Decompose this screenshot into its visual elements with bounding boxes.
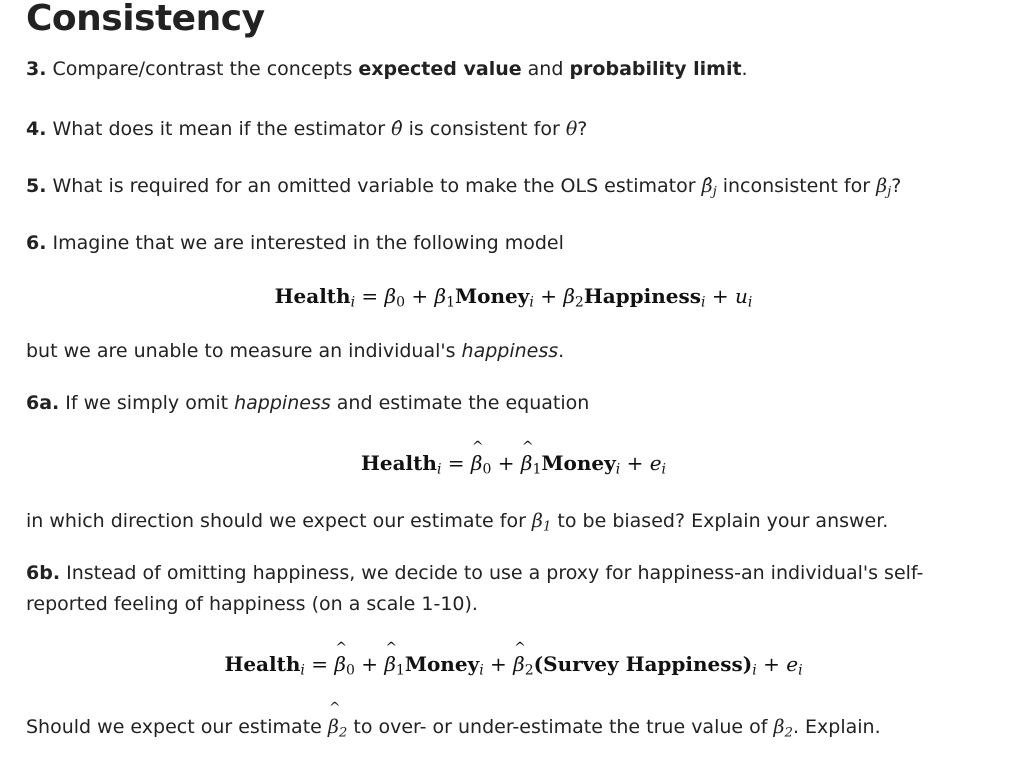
question-text: . Explain. bbox=[792, 716, 881, 738]
subscript: i bbox=[701, 294, 706, 311]
question-number: 5. bbox=[26, 175, 47, 197]
beta-j-symbol bbox=[876, 175, 892, 200]
subscript: 1 bbox=[532, 461, 542, 478]
question-6-continued bbox=[26, 336, 564, 367]
subscript: 1 bbox=[395, 662, 405, 679]
eq-operator: + bbox=[491, 451, 521, 475]
eq-operator: + bbox=[354, 652, 385, 676]
question-6b bbox=[26, 558, 1001, 620]
question-text: is consistent for bbox=[402, 118, 566, 140]
eq-operator: = bbox=[355, 284, 385, 308]
theta-symbol: θ bbox=[565, 118, 578, 140]
beta-j-hat-symbol bbox=[701, 175, 717, 200]
symbol: ^ β bbox=[328, 712, 339, 743]
subscript: i bbox=[479, 662, 484, 679]
question-text: Imagine that we are interested in the following model bbox=[46, 232, 564, 254]
question-text: . bbox=[741, 58, 748, 80]
emphasis: happiness bbox=[461, 340, 559, 362]
eq-operator: = bbox=[304, 652, 335, 676]
question-text: but we are unable to measure an individual's bbox=[26, 340, 462, 362]
subscript: i bbox=[747, 294, 753, 311]
beta-hat-symbol: ^ β bbox=[384, 652, 396, 676]
question-text: and estimate the equation bbox=[330, 392, 590, 414]
eq-term: e bbox=[786, 652, 799, 676]
equation-omitted bbox=[26, 451, 1001, 478]
eq-term: u bbox=[735, 284, 748, 308]
question-text: in which direction should we expect our estimate for bbox=[26, 510, 532, 532]
question-number: 6. bbox=[26, 232, 47, 254]
beta-2-hat-symbol bbox=[327, 716, 348, 741]
question-5 bbox=[26, 171, 901, 207]
symbol: β bbox=[531, 510, 543, 532]
subscript: 1 bbox=[542, 519, 552, 535]
question-text: ? bbox=[577, 118, 588, 140]
symbol: β bbox=[773, 716, 785, 738]
eq-term: Happiness bbox=[583, 284, 702, 308]
final-question bbox=[26, 712, 881, 748]
subscript: 2 bbox=[784, 725, 793, 741]
subscript: i bbox=[436, 461, 442, 478]
eq-operator: + bbox=[405, 284, 435, 308]
term-expected-value: expected value bbox=[358, 58, 522, 80]
eq-term: Money bbox=[455, 284, 530, 308]
beta-symbol: β bbox=[434, 284, 447, 308]
eq-operator: + bbox=[533, 284, 564, 308]
eq-term: Health bbox=[274, 284, 351, 308]
beta-2-symbol bbox=[773, 716, 793, 741]
beta-hat-symbol: ^ β bbox=[334, 652, 346, 676]
beta-symbol: β bbox=[563, 284, 575, 308]
question-text: Compare/contrast the concepts bbox=[46, 58, 359, 80]
eq-operator: + bbox=[756, 652, 787, 676]
question-3 bbox=[26, 54, 748, 85]
question-number: 4. bbox=[26, 118, 47, 140]
question-6 bbox=[26, 228, 564, 259]
subscript: i bbox=[798, 662, 803, 679]
eq-term: Health bbox=[360, 451, 437, 475]
theta-hat-symbol: θ̂ bbox=[391, 118, 403, 140]
eq-operator: = bbox=[441, 451, 471, 475]
eq-operator: + bbox=[620, 451, 650, 475]
eq-term: Health bbox=[224, 652, 301, 676]
equation-proxy bbox=[26, 652, 1001, 679]
question-text: inconsistent for bbox=[716, 175, 877, 197]
beta-1-symbol bbox=[531, 510, 552, 535]
subscript: 0 bbox=[396, 294, 406, 311]
beta-hat-symbol: ^ β bbox=[471, 451, 483, 475]
subscript: 2 bbox=[338, 725, 348, 741]
question-text: What is required for an omitted variable to make the OLS estimator bbox=[46, 175, 702, 197]
subscript: i bbox=[529, 294, 534, 311]
subscript: 2 bbox=[574, 294, 584, 311]
emphasis: happiness bbox=[234, 392, 331, 414]
eq-term: e bbox=[649, 451, 662, 475]
beta-hat-symbol: ^ β bbox=[513, 652, 525, 676]
symbol: β̂ bbox=[701, 175, 713, 197]
term-probability-limit: probability limit bbox=[569, 58, 742, 80]
question-text: Instead of omitting happiness, we decide to use a proxy for happiness-an individual's self-reported feeling of happiness (on a scale 1-10). bbox=[26, 562, 924, 615]
subscript: i bbox=[350, 294, 356, 311]
question-number: 3. bbox=[26, 58, 47, 80]
eq-term: (Survey Happiness) bbox=[533, 652, 753, 676]
question-text: What does it mean if the estimator bbox=[46, 118, 392, 140]
question-6a-continued bbox=[26, 506, 888, 542]
page-title: Consistency bbox=[26, 0, 265, 39]
question-text: ? bbox=[891, 175, 902, 197]
eq-term: Money bbox=[404, 652, 480, 676]
subscript: 0 bbox=[345, 662, 355, 679]
subscript: 1 bbox=[446, 294, 455, 311]
subscript: j bbox=[887, 184, 892, 200]
eq-operator: + bbox=[705, 284, 736, 308]
subscript: j bbox=[712, 184, 717, 200]
question-text: . bbox=[558, 340, 565, 362]
question-number: 6b. bbox=[26, 562, 61, 584]
question-text: and bbox=[521, 58, 570, 80]
question-text: Should we expect our estimate bbox=[26, 716, 328, 738]
question-6a bbox=[26, 388, 589, 419]
subscript: i bbox=[661, 461, 667, 478]
equation-model bbox=[26, 284, 1001, 311]
subscript: 2 bbox=[524, 662, 534, 679]
question-text: If we simply omit bbox=[59, 392, 235, 414]
subscript: i bbox=[752, 662, 757, 679]
eq-term: Money bbox=[541, 451, 616, 475]
eq-operator: + bbox=[483, 652, 514, 676]
question-4 bbox=[26, 114, 587, 145]
subscript: i bbox=[300, 662, 305, 679]
beta-symbol: β bbox=[384, 284, 397, 308]
symbol: β bbox=[876, 175, 888, 197]
beta-hat-symbol: ^ β bbox=[521, 451, 533, 475]
question-text: to over- or under-estimate the true value of bbox=[347, 716, 774, 738]
question-number: 6a. bbox=[26, 392, 60, 414]
subscript: i bbox=[615, 461, 621, 478]
question-text: to be biased? Explain your answer. bbox=[551, 510, 889, 532]
subscript: 0 bbox=[482, 461, 492, 478]
